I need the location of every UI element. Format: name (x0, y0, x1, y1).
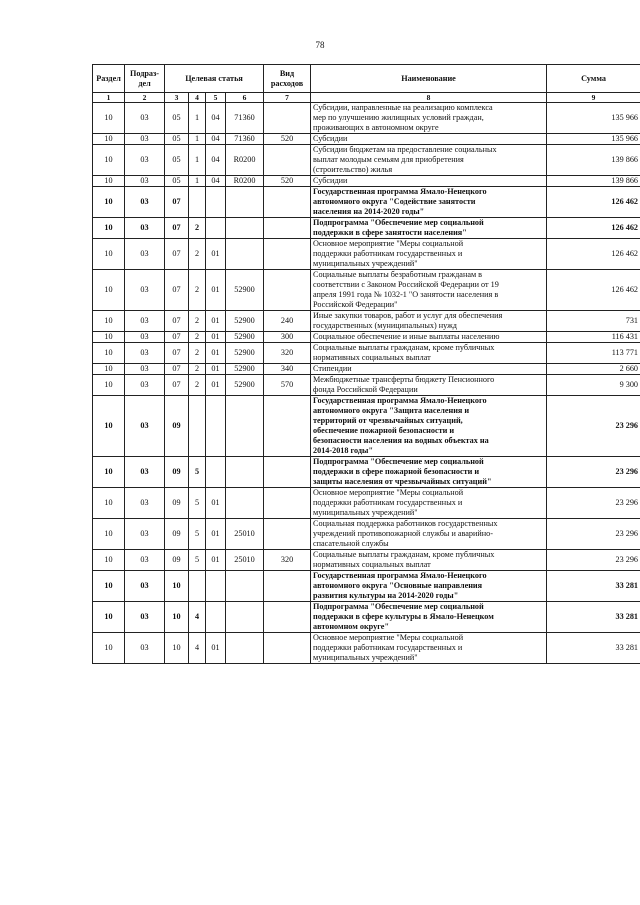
expense-type-cell (264, 457, 311, 488)
expense-type-cell (264, 103, 311, 134)
name-line: развития культуры на 2014-2020 годы" (313, 591, 459, 601)
expense-type-cell: 240 (264, 311, 311, 332)
column-number: 5 (206, 93, 226, 103)
razdel-cell: 10 (93, 187, 125, 218)
direction-cell: 71360 (226, 103, 264, 134)
table-row (93, 311, 640, 332)
name-line: поддержки в сфере пожарной безопасности и (313, 467, 480, 477)
program-cell: 07 (165, 364, 189, 375)
subprogram-cell: 5 (189, 550, 206, 571)
direction-cell (226, 602, 264, 633)
sum-cell: 33 281 (547, 571, 640, 602)
name-line: муниципальных учреждений" (313, 259, 418, 269)
program-cell: 05 (165, 145, 189, 176)
name-line: Субсидии (313, 134, 348, 144)
name-line: Государственная программа Ямало-Ненецкого (313, 187, 487, 197)
name-cell (311, 633, 547, 664)
name-line: соответствии с Законом Российской Федерации от 19 (313, 280, 499, 290)
name-line: защиты населения от чрезвычайных ситуаций" (313, 477, 492, 487)
event-cell: 01 (206, 488, 226, 519)
name-line: Социальное обеспечение и иные выплаты населению (313, 332, 500, 342)
name-line: государственных (муниципальных) нужд (313, 321, 457, 331)
subprogram-cell (189, 187, 206, 218)
header-razdel: Раздел (93, 65, 125, 93)
name-line: безопасности населения на водных объектах на (313, 436, 489, 446)
razdel-cell: 10 (93, 218, 125, 239)
name-cell (311, 457, 547, 488)
event-cell (206, 218, 226, 239)
name-line: Основное мероприятие "Меры социальной (313, 239, 464, 249)
table-row (93, 488, 640, 519)
direction-cell: 25010 (226, 550, 264, 571)
name-line: муниципальных учреждений" (313, 508, 418, 518)
razdel-cell: 10 (93, 519, 125, 550)
name-line: нормативных социальных выплат (313, 560, 431, 570)
event-cell: 01 (206, 633, 226, 664)
table-row (93, 187, 640, 218)
direction-cell: R0200 (226, 176, 264, 187)
name-line: Государственная программа Ямало-Ненецкого (313, 571, 487, 581)
razdel-cell: 10 (93, 457, 125, 488)
name-cell (311, 187, 547, 218)
direction-cell: 52900 (226, 332, 264, 343)
name-cell (311, 343, 547, 364)
table-row (93, 103, 640, 134)
razdel-cell: 10 (93, 176, 125, 187)
table-row (93, 343, 640, 364)
sum-cell: 116 431 (547, 332, 640, 343)
column-number: 8 (311, 93, 547, 103)
program-cell: 05 (165, 176, 189, 187)
program-cell: 09 (165, 550, 189, 571)
table-row (93, 550, 640, 571)
expense-type-cell (264, 633, 311, 664)
event-cell: 01 (206, 550, 226, 571)
razdel-cell: 10 (93, 364, 125, 375)
sum-cell: 135 966 (547, 103, 640, 134)
column-number: 3 (165, 93, 189, 103)
page-number: 78 (315, 40, 325, 50)
name-line: поддержки работникам государственных и (313, 498, 463, 508)
program-cell: 07 (165, 239, 189, 270)
subprogram-cell: 4 (189, 602, 206, 633)
name-line: муниципальных учреждений" (313, 653, 418, 663)
podrazdel-cell: 03 (125, 375, 165, 396)
name-line: территорий от чрезвычайных ситуаций, (313, 416, 463, 426)
name-cell (311, 103, 547, 134)
direction-cell (226, 633, 264, 664)
table-header-row (93, 65, 640, 93)
table-row (93, 571, 640, 602)
event-cell: 04 (206, 134, 226, 145)
table-row (93, 375, 640, 396)
razdel-cell: 10 (93, 103, 125, 134)
name-cell (311, 218, 547, 239)
name-line: Стипендии (313, 364, 352, 374)
name-line: обеспечение пожарной безопасности и (313, 426, 455, 436)
event-cell: 04 (206, 145, 226, 176)
column-number: 1 (93, 93, 125, 103)
sum-cell: 23 296 (547, 396, 640, 457)
direction-cell (226, 187, 264, 218)
expense-type-cell: 520 (264, 134, 311, 145)
column-number: 9 (547, 93, 640, 103)
direction-cell (226, 457, 264, 488)
name-line: Социальные выплаты безработным гражданам в (313, 270, 483, 280)
table-row (93, 239, 640, 270)
podrazdel-cell: 03 (125, 519, 165, 550)
direction-cell (226, 571, 264, 602)
name-line: (строительство) жилья (313, 165, 393, 175)
razdel-cell: 10 (93, 145, 125, 176)
razdel-cell: 10 (93, 375, 125, 396)
column-number: 6 (226, 93, 264, 103)
sum-cell: 9 300 (547, 375, 640, 396)
podrazdel-cell: 03 (125, 396, 165, 457)
name-cell (311, 145, 547, 176)
razdel-cell: 10 (93, 311, 125, 332)
subprogram-cell: 2 (189, 343, 206, 364)
subprogram-cell: 2 (189, 332, 206, 343)
event-cell (206, 187, 226, 218)
sum-cell: 126 462 (547, 187, 640, 218)
direction-cell: 52900 (226, 270, 264, 311)
subprogram-cell (189, 396, 206, 457)
table-row (93, 176, 640, 187)
name-line: Подпрограмма "Обеспечение мер социальной (313, 218, 484, 228)
name-line: учреждений противопожарной службы и аварийно- (313, 529, 493, 539)
name-cell (311, 176, 547, 187)
event-cell (206, 571, 226, 602)
program-cell: 10 (165, 571, 189, 602)
event-cell: 01 (206, 364, 226, 375)
name-cell (311, 134, 547, 145)
expense-type-cell (264, 270, 311, 311)
name-cell (311, 332, 547, 343)
direction-cell: 71360 (226, 134, 264, 145)
table-row (93, 332, 640, 343)
header-vid-rashodov: Вид расходов (264, 65, 311, 93)
name-line: проживающих в автономном округе (313, 123, 439, 133)
razdel-cell: 10 (93, 488, 125, 519)
table-row (93, 519, 640, 550)
podrazdel-cell: 03 (125, 633, 165, 664)
name-line: Основное мероприятие "Меры социальной (313, 488, 464, 498)
podrazdel-cell: 03 (125, 457, 165, 488)
name-line: поддержки в сфере культуры в Ямало-Ненецком (313, 612, 494, 622)
program-cell: 09 (165, 488, 189, 519)
program-cell: 07 (165, 270, 189, 311)
expense-type-cell (264, 602, 311, 633)
header-summa: Сумма (547, 65, 640, 93)
sum-cell: 2 660 (547, 364, 640, 375)
name-line: спасательной службы (313, 539, 389, 549)
subprogram-cell: 4 (189, 633, 206, 664)
expense-type-cell (264, 488, 311, 519)
name-line: Субсидии (313, 176, 348, 186)
name-cell (311, 239, 547, 270)
podrazdel-cell: 03 (125, 270, 165, 311)
razdel-cell: 10 (93, 343, 125, 364)
razdel-cell: 10 (93, 602, 125, 633)
program-cell: 07 (165, 375, 189, 396)
razdel-cell: 10 (93, 270, 125, 311)
event-cell (206, 457, 226, 488)
subprogram-cell: 2 (189, 364, 206, 375)
direction-cell: R0200 (226, 145, 264, 176)
name-line: выплат молодым семьям для приобретения (313, 155, 464, 165)
table-row (93, 134, 640, 145)
program-cell: 10 (165, 602, 189, 633)
razdel-cell: 10 (93, 239, 125, 270)
program-cell: 09 (165, 519, 189, 550)
name-line: населения на 2014-2020 годы" (313, 207, 425, 217)
podrazdel-cell: 03 (125, 134, 165, 145)
name-cell (311, 375, 547, 396)
name-cell (311, 270, 547, 311)
direction-cell (226, 218, 264, 239)
table-row (93, 602, 640, 633)
expense-type-cell (264, 187, 311, 218)
direction-cell: 52900 (226, 343, 264, 364)
column-number: 7 (264, 93, 311, 103)
name-line: Социальные выплаты гражданам, кроме публичных (313, 343, 495, 353)
sum-cell: 23 296 (547, 519, 640, 550)
direction-cell: 25010 (226, 519, 264, 550)
name-cell (311, 488, 547, 519)
name-line: Государственная программа Ямало-Ненецкого (313, 396, 487, 406)
podrazdel-cell: 03 (125, 571, 165, 602)
table-row (93, 270, 640, 311)
podrazdel-cell: 03 (125, 550, 165, 571)
direction-cell (226, 488, 264, 519)
subprogram-cell: 2 (189, 375, 206, 396)
name-line: Межбюджетные трансферты бюджету Пенсионного (313, 375, 495, 385)
event-cell: 01 (206, 343, 226, 364)
podrazdel-cell: 03 (125, 311, 165, 332)
sum-cell: 126 462 (547, 270, 640, 311)
razdel-cell: 10 (93, 550, 125, 571)
direction-cell (226, 239, 264, 270)
razdel-cell: 10 (93, 633, 125, 664)
subprogram-cell (189, 571, 206, 602)
table-row (93, 457, 640, 488)
podrazdel-cell: 03 (125, 187, 165, 218)
name-line: Подпрограмма "Обеспечение мер социальной (313, 457, 484, 467)
column-number: 2 (125, 93, 165, 103)
name-line: Основное мероприятие "Меры социальной (313, 633, 464, 643)
name-line: Субсидии бюджетам на предоставление социальных (313, 145, 497, 155)
expense-type-cell: 300 (264, 332, 311, 343)
name-line: автономного округа "Основные направления (313, 581, 483, 591)
name-line: мер по улучшению жилищных условий граждан, (313, 113, 484, 123)
name-cell (311, 602, 547, 633)
name-cell (311, 396, 547, 457)
sum-cell: 139 866 (547, 176, 640, 187)
razdel-cell: 10 (93, 396, 125, 457)
expense-type-cell (264, 145, 311, 176)
name-line: автономном округе" (313, 622, 389, 632)
event-cell: 01 (206, 375, 226, 396)
expense-type-cell (264, 571, 311, 602)
expense-type-cell: 570 (264, 375, 311, 396)
subprogram-cell: 5 (189, 488, 206, 519)
name-line: Российской Федерации" (313, 300, 398, 310)
sum-cell: 23 296 (547, 457, 640, 488)
sum-cell: 135 966 (547, 134, 640, 145)
header-podrazdel: Подраз-дел (125, 65, 165, 93)
expense-type-cell: 520 (264, 176, 311, 187)
name-line: поддержки работникам государственных и (313, 249, 463, 259)
program-cell: 07 (165, 332, 189, 343)
subprogram-cell: 1 (189, 134, 206, 145)
table-row (93, 145, 640, 176)
sum-cell: 23 296 (547, 550, 640, 571)
program-cell: 05 (165, 103, 189, 134)
name-line: 2014-2018 годы" (313, 446, 373, 456)
sum-cell: 139 866 (547, 145, 640, 176)
event-cell: 04 (206, 103, 226, 134)
program-cell: 05 (165, 134, 189, 145)
program-cell: 07 (165, 343, 189, 364)
sum-cell: 23 296 (547, 488, 640, 519)
sum-cell: 126 462 (547, 239, 640, 270)
event-cell: 01 (206, 239, 226, 270)
name-cell (311, 571, 547, 602)
column-number: 4 (189, 93, 206, 103)
program-cell: 09 (165, 457, 189, 488)
name-line: апреля 1991 года № 1032-1 "О занятости населения в (313, 290, 499, 300)
expense-type-cell (264, 519, 311, 550)
podrazdel-cell: 03 (125, 332, 165, 343)
direction-cell: 52900 (226, 311, 264, 332)
expense-type-cell: 320 (264, 550, 311, 571)
name-cell (311, 364, 547, 375)
table-body (93, 103, 640, 664)
podrazdel-cell: 03 (125, 176, 165, 187)
sum-cell: 731 (547, 311, 640, 332)
name-line: Иные закупки товаров, работ и услуг для обеспечения (313, 311, 503, 321)
program-cell: 09 (165, 396, 189, 457)
expense-type-cell: 320 (264, 343, 311, 364)
table-row (93, 364, 640, 375)
column-numbers-row (93, 93, 640, 103)
program-cell: 07 (165, 311, 189, 332)
expense-type-cell (264, 396, 311, 457)
name-line: Субсидии, направленные на реализацию комплекса (313, 103, 493, 113)
podrazdel-cell: 03 (125, 488, 165, 519)
header-celevaya-statya: Целевая статья (165, 65, 264, 93)
table-row (93, 396, 640, 457)
subprogram-cell: 2 (189, 311, 206, 332)
razdel-cell: 10 (93, 332, 125, 343)
subprogram-cell: 1 (189, 103, 206, 134)
event-cell: 04 (206, 176, 226, 187)
subprogram-cell: 5 (189, 457, 206, 488)
event-cell: 01 (206, 270, 226, 311)
razdel-cell: 10 (93, 134, 125, 145)
program-cell: 10 (165, 633, 189, 664)
direction-cell: 52900 (226, 375, 264, 396)
name-line: поддержки работникам государственных и (313, 643, 463, 653)
name-line: нормативных социальных выплат (313, 353, 431, 363)
name-line: автономного округа "Защита населения и (313, 406, 470, 416)
razdel-cell: 10 (93, 571, 125, 602)
podrazdel-cell: 03 (125, 145, 165, 176)
podrazdel-cell: 03 (125, 239, 165, 270)
sum-cell: 33 281 (547, 633, 640, 664)
table-row (93, 633, 640, 664)
event-cell: 01 (206, 519, 226, 550)
event-cell: 01 (206, 332, 226, 343)
sum-cell: 126 462 (547, 218, 640, 239)
event-cell (206, 396, 226, 457)
header-naimenovanie: Наименование (311, 65, 547, 93)
subprogram-cell: 5 (189, 519, 206, 550)
name-line: поддержки в сфере занятости населения" (313, 228, 467, 238)
sum-cell: 33 281 (547, 602, 640, 633)
subprogram-cell: 2 (189, 218, 206, 239)
name-line: автономного округа "Содействие занятости (313, 197, 476, 207)
table-row (93, 218, 640, 239)
name-cell (311, 519, 547, 550)
subprogram-cell: 2 (189, 270, 206, 311)
name-cell (311, 550, 547, 571)
subprogram-cell: 1 (189, 145, 206, 176)
event-cell (206, 602, 226, 633)
name-line: Социальная поддержка работников государственных (313, 519, 498, 529)
sum-cell: 113 771 (547, 343, 640, 364)
program-cell: 07 (165, 218, 189, 239)
expense-type-cell (264, 239, 311, 270)
name-line: Подпрограмма "Обеспечение мер социальной (313, 602, 484, 612)
direction-cell (226, 396, 264, 457)
program-cell: 07 (165, 187, 189, 218)
podrazdel-cell: 03 (125, 364, 165, 375)
name-line: Социальные выплаты гражданам, кроме публичных (313, 550, 495, 560)
subprogram-cell: 1 (189, 176, 206, 187)
podrazdel-cell: 03 (125, 343, 165, 364)
name-line: фонда Российской Федерации (313, 385, 418, 395)
expense-type-cell (264, 218, 311, 239)
event-cell: 01 (206, 311, 226, 332)
podrazdel-cell: 03 (125, 103, 165, 134)
budget-table (92, 64, 640, 664)
direction-cell: 52900 (226, 364, 264, 375)
podrazdel-cell: 03 (125, 218, 165, 239)
podrazdel-cell: 03 (125, 602, 165, 633)
name-cell (311, 311, 547, 332)
subprogram-cell: 2 (189, 239, 206, 270)
expense-type-cell: 340 (264, 364, 311, 375)
